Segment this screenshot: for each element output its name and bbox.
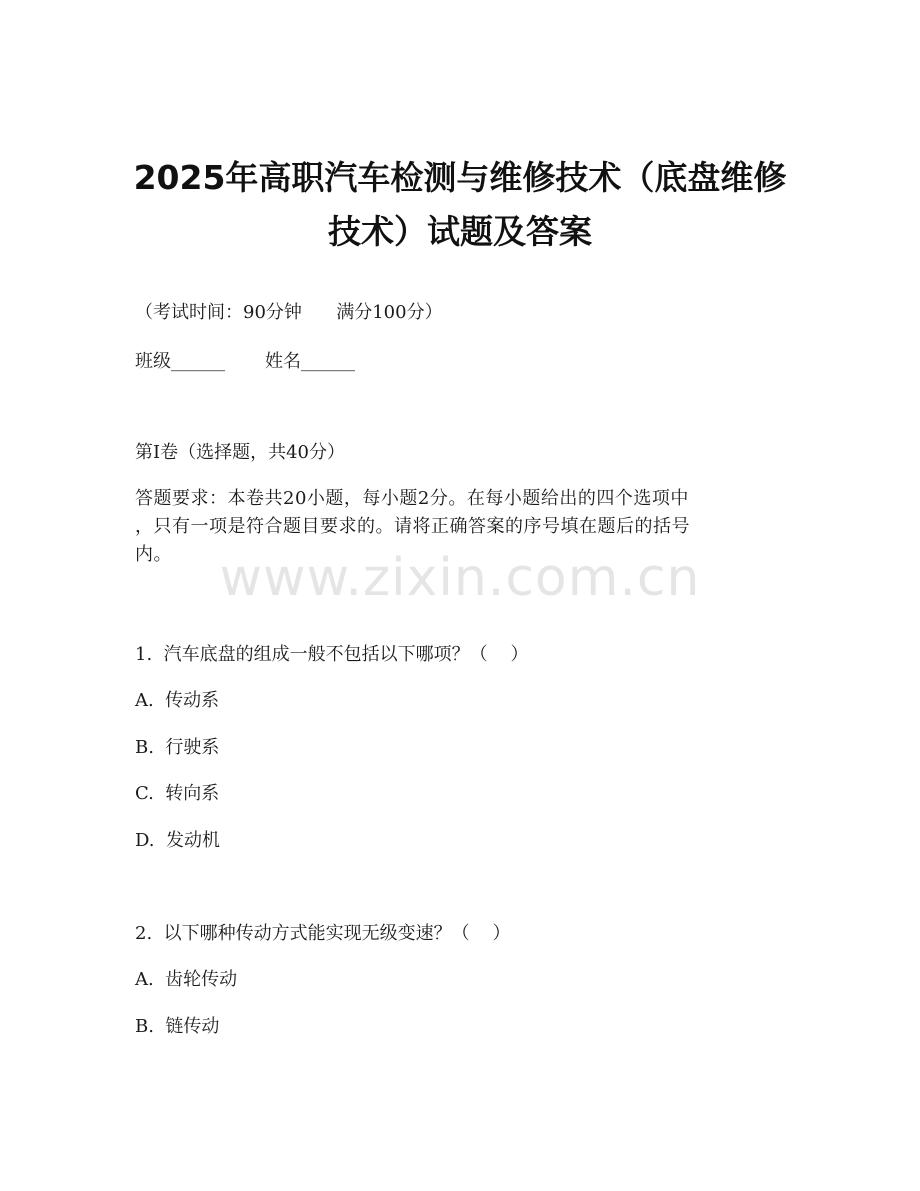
question-2-option-a: A. 齿轮传动 — [135, 969, 238, 990]
exam-info: （考试时间：90分钟 满分100分） — [135, 302, 443, 323]
question-1-option-d: D. 发动机 — [135, 830, 220, 851]
section-title: 第I卷（选择题，共40分） — [135, 442, 346, 463]
question-2-stem: 2. 以下哪种传动方式能实现无级变速？（ ） — [135, 923, 511, 944]
question-1-option-b: B. 行驶系 — [135, 737, 220, 758]
title-line-1: 2025年高职汽车检测与维修技术（底盘维修 — [133, 158, 787, 197]
question-1-option-a: A. 传动系 — [135, 690, 220, 711]
question-1-stem: 1. 汽车底盘的组成一般不包括以下哪项？（ ） — [135, 644, 529, 665]
question-2-option-b: B. 链传动 — [135, 1016, 220, 1037]
document-title — [0, 151, 920, 259]
instructions-line: ，只有一项是符合题目要求的。请将正确答案的序号填在题后的括号 — [135, 516, 690, 537]
watermark: www.zixin.com.cn — [219, 548, 701, 608]
title-line-2: 技术）试题及答案 — [328, 212, 592, 251]
instructions-line: 内。 — [135, 544, 172, 565]
student-info: 班级______ 姓名______ — [135, 351, 356, 372]
instructions-line: 答题要求：本卷共20小题，每小题2分。在每小题给出的四个选项中 — [135, 488, 689, 509]
question-1-option-c: C. 转向系 — [135, 783, 220, 804]
